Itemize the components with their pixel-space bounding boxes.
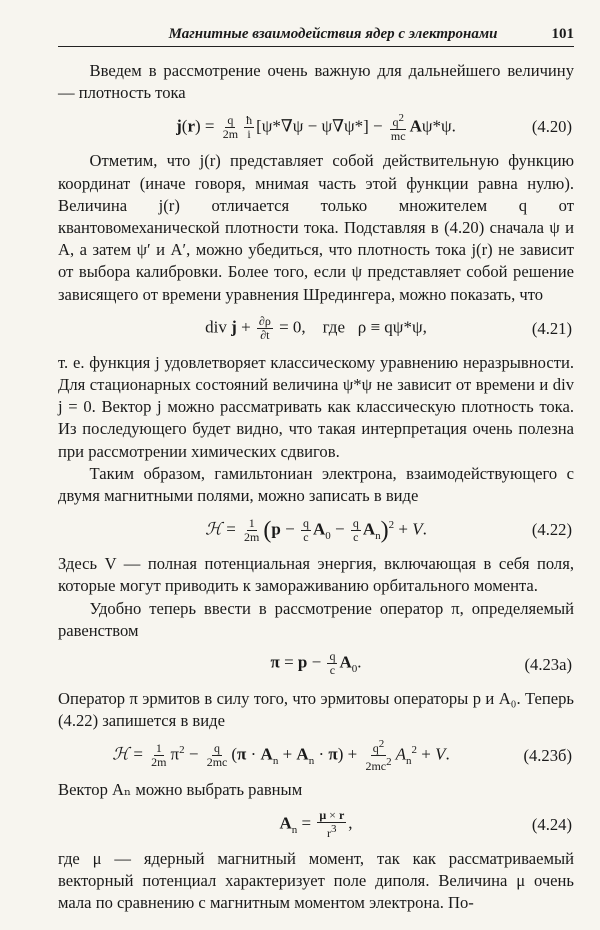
paragraph-8: Вектор Aₙ можно выбрать равным — [58, 780, 303, 800]
equation-4-23b: ℋ = $\frac{1}{2m}$ $\pi^2$ − $\frac{q}{2mc}$ $(\pi \cdot A_n + A_n \cdot \pi)$ + $\frac{q^2}{2mc^2}$ $A_n^2 + V$. (4.23б) — [112, 738, 572, 774]
paragraph-3: т. е. функция j удовлетворяет классическому уравнению неразрывности. Для стационарных состояний величина ψ*ψ не зависит от времени и div j = 0. Вектор j можно рассматривать как классическую плотность тока. Из последующего будет видно, что такая интерпретация очень полезна при рассмотрении химических сдвигов. — [58, 352, 574, 461]
paragraph-1: Введем в рассмотрение очень важную для дальнейшего величину — плотность тока — [58, 61, 574, 103]
paragraph-9: где μ — ядерный магнитный момент, так как рассматриваемый векторный потенциал характеризует поле диполя. Величина μ очень мала по сравнению с магнитным моментом электрона. По- — [58, 848, 574, 913]
page-number: 101 — [551, 26, 574, 42]
running-title: Магнитные взаимодействия ядер с электронами — [168, 26, 498, 42]
equation-4-23a: π = p − $\frac{q}{c}$ $A_0$. (4.23а) — [270, 649, 572, 678]
paragraph-6: Удобно теперь ввести в рассмотрение оператор π, определяемый равенством — [58, 598, 574, 640]
text-body — [58, 60, 574, 914]
paragraph-2: Отметим, что j(r) представляет собой действительную функцию координат (иначе говоря, мнимая часть этой функции равна нулю). Величина j(r) отличается только множителем q от квантовомеханической плотности тока. Подставляя в (4.20) сначала ψ и A, а затем ψ′ и A′, можно убедиться, что плотность тока j(r) не зависит от выбора калибровки. Более того, если ψ представляет собой решение зависящего от времени уравнения Шредингера, можно показать, что — [58, 151, 574, 304]
paragraph-4: Таким образом, гамильтониан электрона, взаимодействующего с двумя магнитными полями, можно записать в виде — [58, 463, 574, 506]
equation-number: (4.21) — [531, 318, 572, 338]
equation-number: (4.23а) — [524, 654, 572, 674]
paragraph-7: Оператор π эрмитов в силу того, что эрмитовы операторы p и A₀. Теперь (4.22) запишется в виде — [58, 689, 574, 731]
equation-number: (4.23б) — [523, 745, 572, 765]
equation-4-20: j(r) = $\frac{q}{2m}$ $\frac{ħ}{i}$ [ψ*∇ψ − ψ∇ψ*] − $\frac{q^2}{mc}$ Aψ*ψ. (4.20) — [176, 111, 572, 143]
equation-4-22: ℋ = $\frac{1}{2m}$ (p − $\frac{q}{c}$ $A_0$ − $\frac{q}{c}$ $A_n)^2 + V$. (4.22) — [205, 515, 572, 544]
equation-4-21: div j + $\frac{\partial\rho}{\partial t}$ = 0, где ρ ≡ qψ*ψ, (4.21) — [205, 314, 572, 343]
running-head — [58, 22, 574, 47]
equation-4-24: $A_n$ = $\frac{\mu \times r}{r^3}$ , (4.24) — [279, 807, 572, 840]
paragraph-5: Здесь V — полная потенциальная энергия, включающая в себя поля, которые могут приводить к замораживанию орбитального момента. — [58, 554, 574, 596]
equation-number: (4.20) — [531, 117, 572, 137]
equation-number: (4.24) — [531, 814, 572, 834]
equation-number: (4.22) — [531, 520, 572, 540]
